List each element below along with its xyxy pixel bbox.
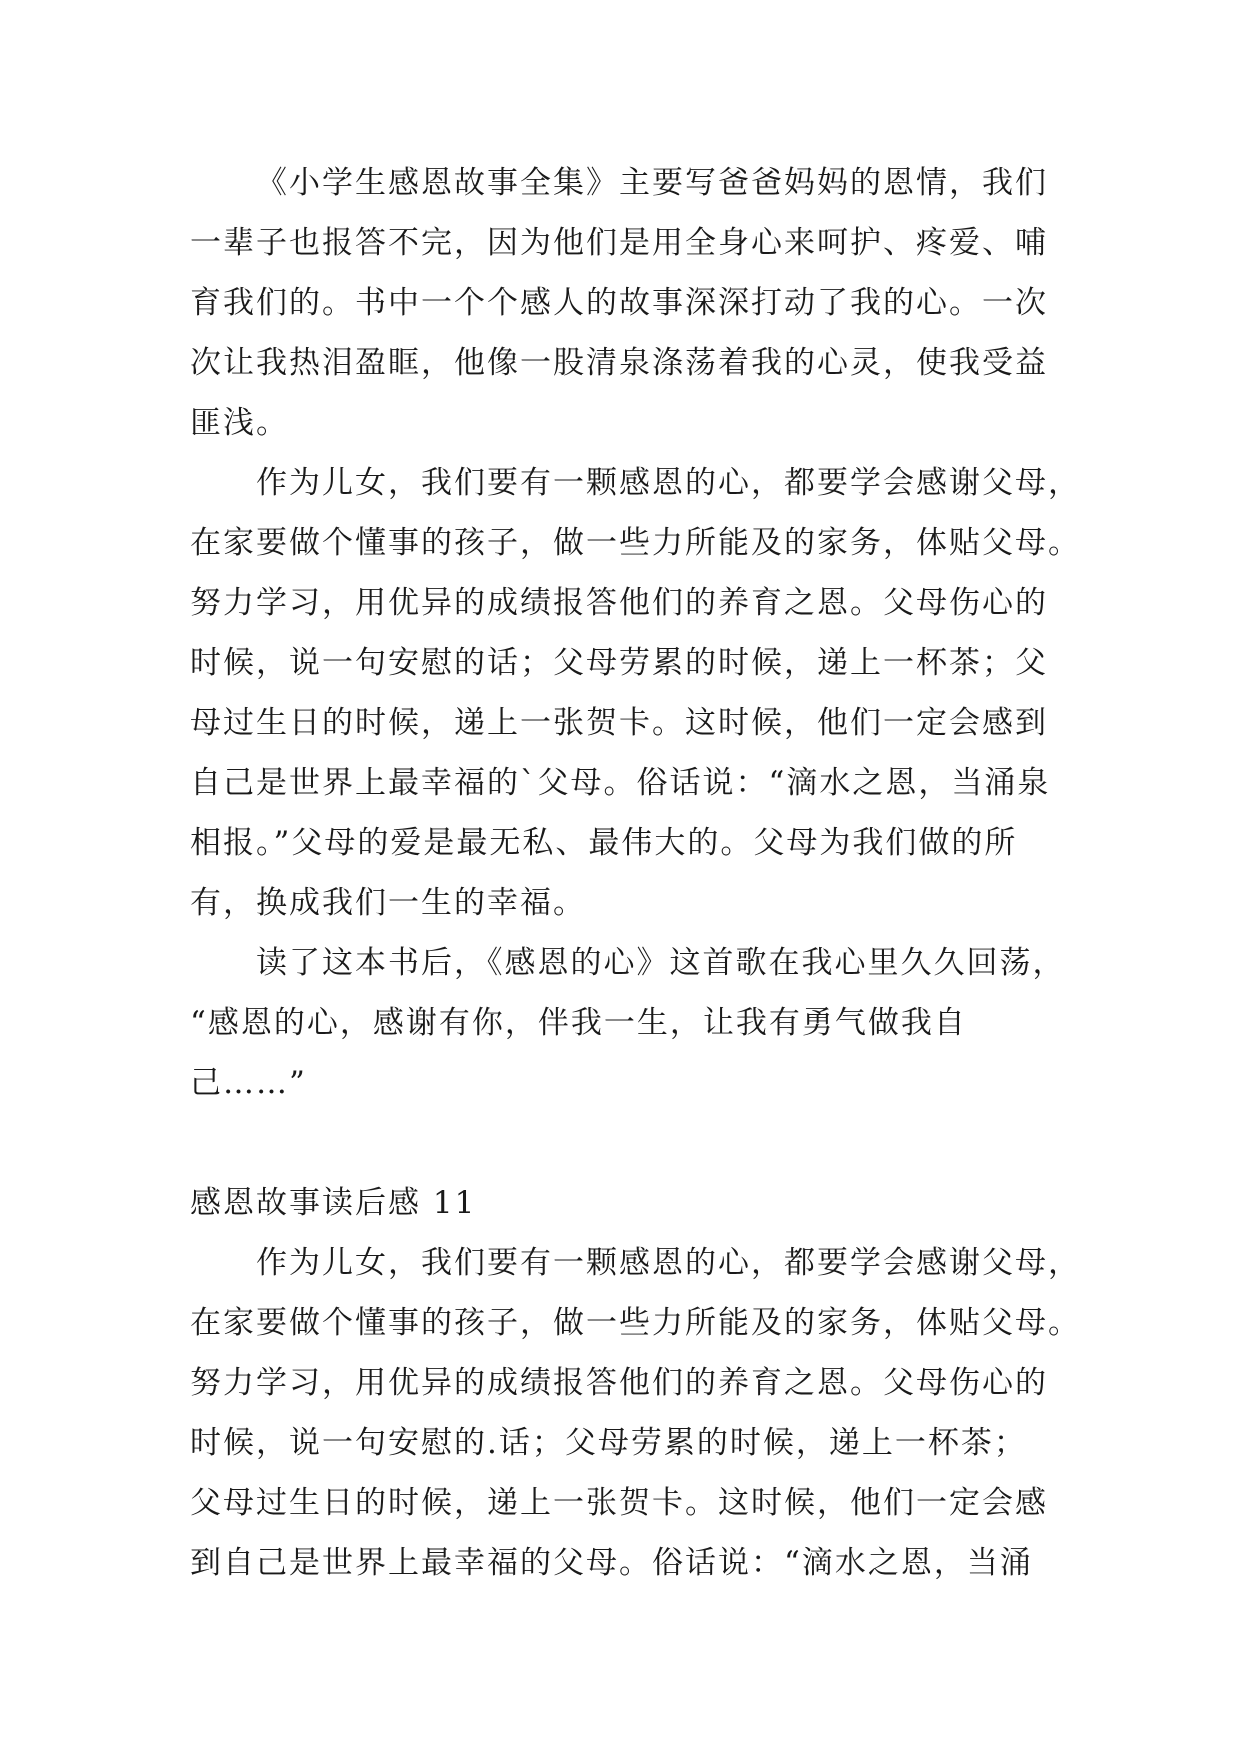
paragraph-4-line-6: 到自己是世界上最幸福的父母。俗话说：“滴水之恩，当涌 [190,1545,1033,1581]
paragraph-2-line-1: 作为儿女，我们要有一颗感恩的心，都要学会感谢父母， [256,465,1081,501]
paragraph-2-line-5: 母过生日的时候，递上一张贺卡。这时候，他们一定会感到 [190,705,1048,741]
paragraph-1-line-4: 次让我热泪盈眶，他像一股清泉涤荡着我的心灵，使我受益 [190,345,1048,381]
paragraph-3-line-2: “感恩的心，感谢有你，伴我一生，让我有勇气做我自 [190,1005,967,1041]
paragraph-1-line-2: 一辈子也报答不完，因为他们是用全身心来呵护、疼爱、哺 [190,225,1048,261]
paragraph-3-line-1: 读了这本书后，《感恩的心》这首歌在我心里久久回荡， [256,945,1066,981]
paragraph-4-line-3: 努力学习，用优异的成绩报答他们的养育之恩。父母伤心的 [190,1365,1048,1401]
paragraph-1-line-3: 育我们的。书中一个个感人的故事深深打动了我的心。一次 [190,285,1048,321]
paragraph-1-line-5: 匪浅。 [190,405,289,441]
paragraph-2-line-8: 有，换成我们一生的幸福。 [190,885,586,921]
paragraph-4-line-1: 作为儿女，我们要有一颗感恩的心，都要学会感谢父母， [256,1245,1081,1281]
paragraph-4-line-2: 在家要做个懂事的孩子，做一些力所能及的家务，体贴父母。 [190,1305,1081,1341]
paragraph-2-line-2: 在家要做个懂事的孩子，做一些力所能及的家务，体贴父母。 [190,525,1081,561]
paragraph-2-line-4: 时候，说一句安慰的话；父母劳累的时候，递上一杯茶；父 [190,645,1048,681]
paragraph-1-line-1: 《小学生感恩故事全集》主要写爸爸妈妈的恩情，我们 [256,165,1048,201]
paragraph-2-line-7: 相报。”父母的爱是最无私、最伟大的。父母为我们做的所 [190,825,1018,861]
paragraph-4-line-4: 时候，说一句安慰的.话；父母劳累的时候，递上一杯茶； [190,1425,1027,1461]
paragraph-2-line-6: 自己是世界上最幸福的`父母。俗话说：“滴水之恩，当涌泉 [190,765,1051,801]
paragraph-3-line-3: 己……” [190,1065,307,1101]
paragraph-4-line-5: 父母过生日的时候，递上一张贺卡。这时候，他们一定会感 [190,1485,1048,1521]
paragraph-2-line-3: 努力学习，用优异的成绩报答他们的养育之恩。父母伤心的 [190,585,1048,621]
section-heading: 感恩故事读后感 11 [190,1185,477,1221]
